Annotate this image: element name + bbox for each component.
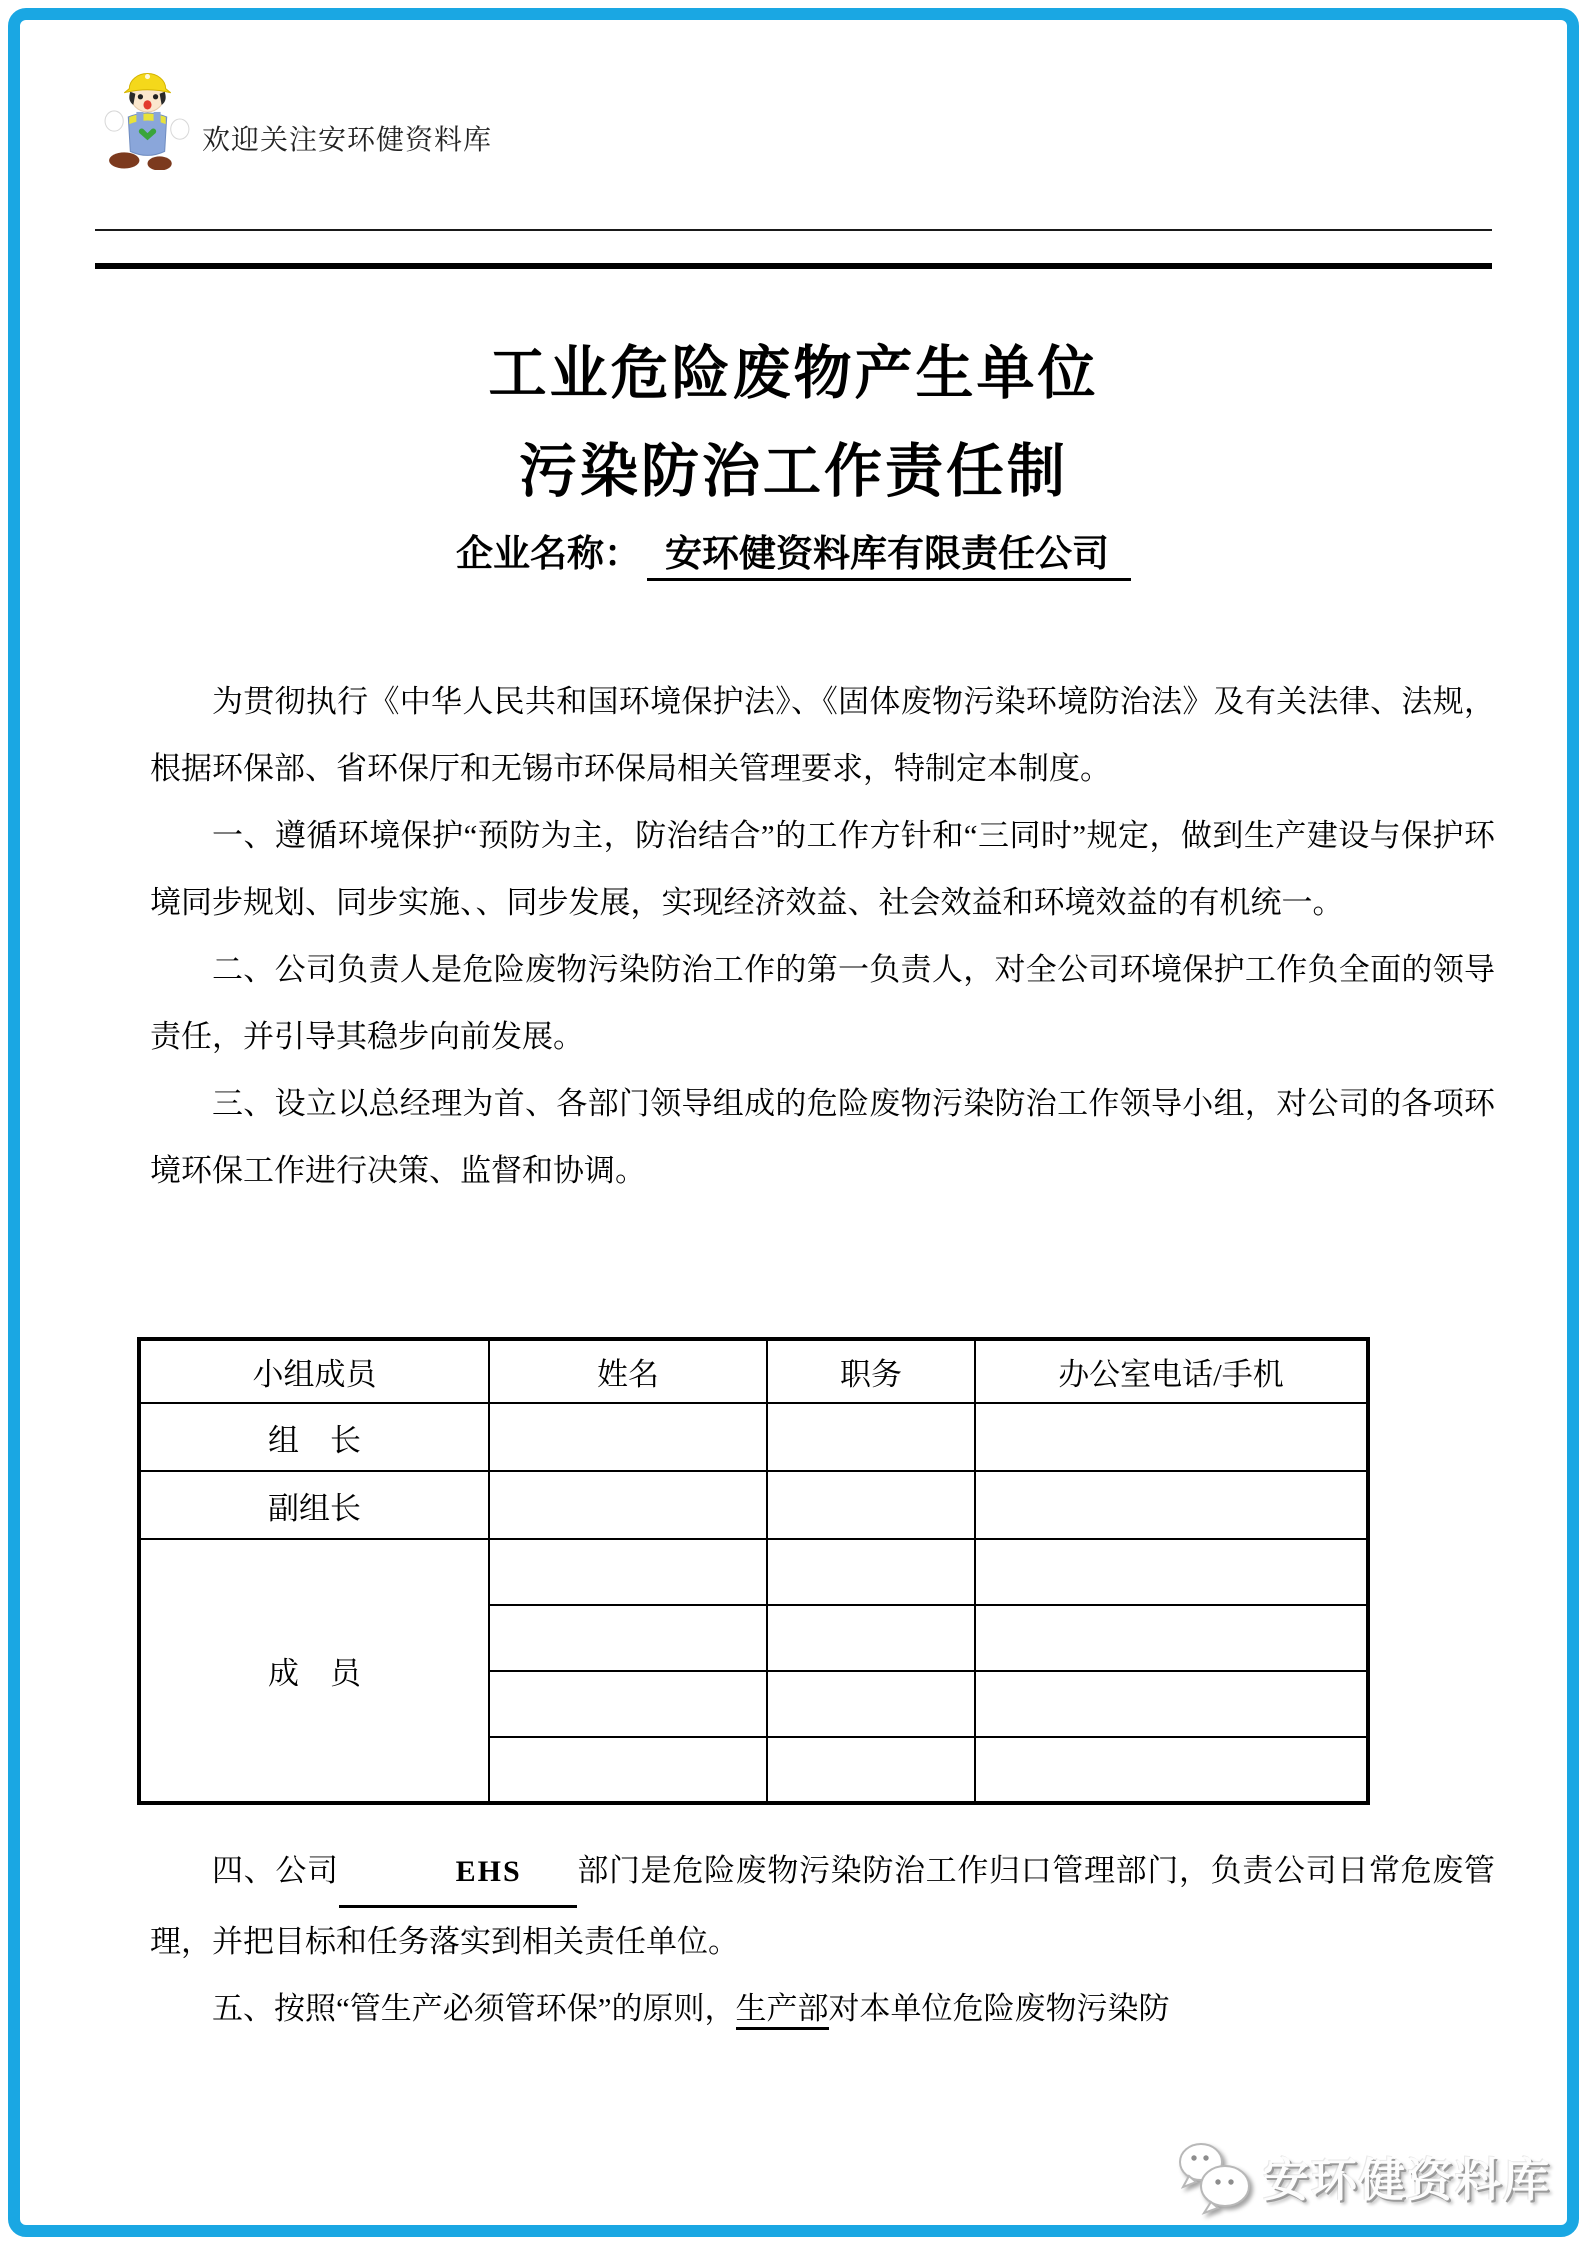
item5-prefix: 五、按照“管生产必须管环保”的原则， bbox=[212, 1991, 736, 2026]
header-rule-thin bbox=[95, 229, 1492, 231]
paragraph-item2: 二、公司负责人是危险废物污染防治工作的第一负责人，对全公司环境保护工作负全面的领导责任，并引导其稳步向前发展。 bbox=[150, 952, 1495, 1054]
company-name-line bbox=[0, 528, 1587, 580]
safety-worker-mascot-icon bbox=[100, 64, 196, 170]
paragraph-intro: 为贯彻执行《中华人民共和国环境保护法》、《固体废物污染环境防治法》及有关法律、法规，根据环保部、省环保厅和无锡市环保局相关管理要求，特制定本制度。 bbox=[150, 684, 1495, 786]
header-banner-text: 欢迎关注安环健资料库 bbox=[202, 124, 493, 155]
cell-empty bbox=[767, 1671, 975, 1737]
col-header-title: 职务 bbox=[767, 1339, 975, 1403]
cell-empty bbox=[975, 1403, 1368, 1471]
cell-empty bbox=[975, 1471, 1368, 1539]
table-row-deputy-leader bbox=[139, 1471, 1368, 1539]
doc-title-line1: 工业危险废物产生单位 bbox=[488, 341, 1099, 406]
col-header-phone: 办公室电话/手机 bbox=[975, 1339, 1368, 1403]
footer-brand-logo bbox=[1175, 2134, 1551, 2220]
cell-empty bbox=[975, 1671, 1368, 1737]
table-row-member bbox=[139, 1539, 1368, 1605]
cell-empty bbox=[975, 1737, 1368, 1803]
cell-empty bbox=[489, 1737, 767, 1803]
cell-empty bbox=[767, 1539, 975, 1605]
cell-role-members: 成 员 bbox=[139, 1539, 489, 1803]
cell-empty bbox=[767, 1403, 975, 1471]
paragraph-item3: 三、设立以总经理为首、各部门领导组成的危险废物污染防治工作领导小组，对公司的各项环境环保工作进行决策、监督和协调。 bbox=[150, 1086, 1495, 1188]
paragraph-item5 bbox=[150, 1975, 1495, 2042]
footer-brand-text: 安环健资料库 bbox=[1263, 2154, 1551, 2206]
ehs-blank-field: EHS bbox=[339, 1838, 577, 1908]
body-text-top bbox=[150, 668, 1495, 1204]
col-header-name: 姓名 bbox=[489, 1339, 767, 1403]
production-dept-underlined: 生产部 bbox=[736, 1991, 829, 2030]
cell-empty bbox=[489, 1671, 767, 1737]
table-row-leader bbox=[139, 1403, 1368, 1471]
cell-empty bbox=[489, 1605, 767, 1671]
col-header-members: 小组成员 bbox=[139, 1339, 489, 1403]
cell-empty bbox=[767, 1737, 975, 1803]
cell-empty bbox=[489, 1539, 767, 1605]
cell-empty bbox=[767, 1605, 975, 1671]
body-text-bottom bbox=[150, 1837, 1495, 2042]
company-name-label: 企业名称： bbox=[456, 533, 641, 574]
item4-suffix: 部门是危险废物污染防治工作归口管理部门，负责公司日常危废管理，并把目标和任务落实到相关责任单位。 bbox=[150, 1853, 1496, 1959]
cell-role-leader: 组 长 bbox=[139, 1403, 489, 1471]
item5-suffix: 对本单位危险废物污染防 bbox=[828, 1991, 1170, 2026]
paragraph-item4 bbox=[150, 1837, 1495, 1975]
doc-title-line2: 污染防治工作责任制 bbox=[518, 439, 1068, 504]
cell-empty bbox=[489, 1403, 767, 1471]
item4-prefix: 四、公司 bbox=[212, 1853, 339, 1888]
wechat-bubbles-icon bbox=[1175, 2137, 1253, 2217]
cell-empty bbox=[489, 1471, 767, 1539]
company-name-value: 安环健资料库有限责任公司 bbox=[647, 533, 1131, 581]
header-rule-thick bbox=[95, 263, 1492, 269]
paragraph-item1: 一、遵循环境保护“预防为主，防治结合”的工作方针和“三同时”规定，做到生产建设与保护环境同步规划、同步实施、、同步发展，实现经济效益、社会效益和环境效益的有机统一。 bbox=[150, 818, 1495, 920]
leadership-group-table bbox=[137, 1337, 1370, 1805]
cell-empty bbox=[975, 1605, 1368, 1671]
table-header-row bbox=[139, 1339, 1368, 1403]
cell-empty bbox=[975, 1539, 1368, 1605]
cell-empty bbox=[767, 1471, 975, 1539]
cell-role-deputy: 副组长 bbox=[139, 1471, 489, 1539]
